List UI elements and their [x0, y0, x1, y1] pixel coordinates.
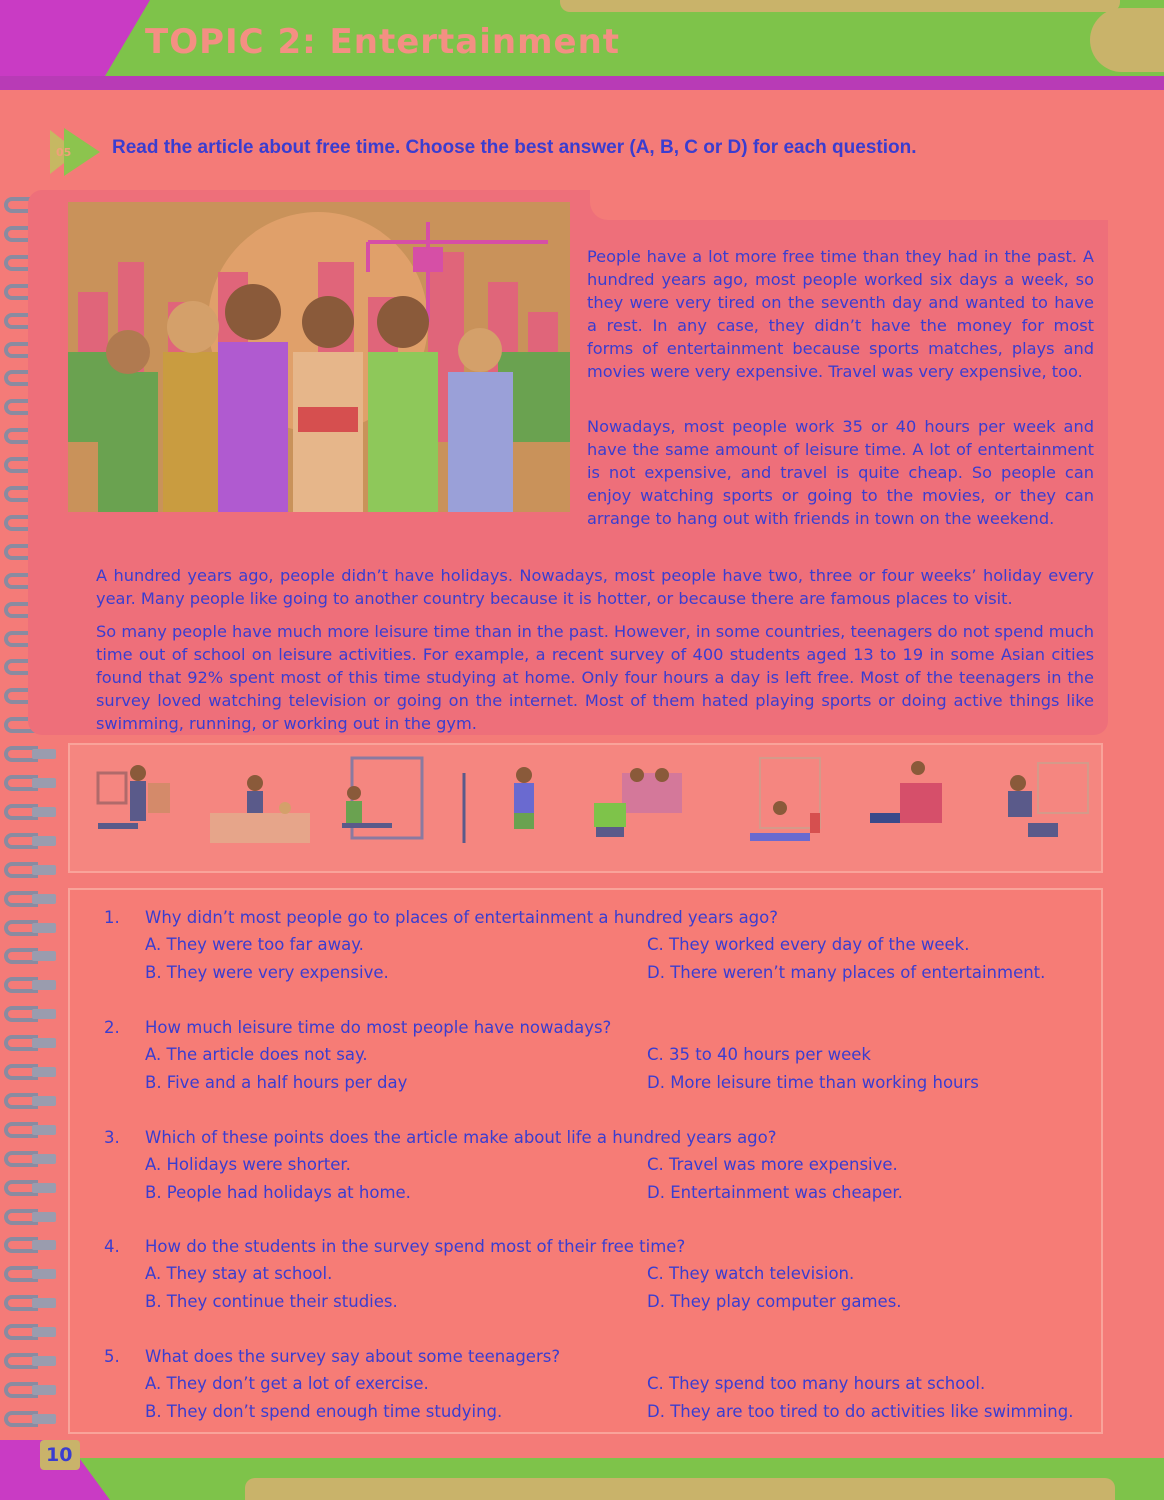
reading-activity-icon [860, 753, 970, 865]
option-a[interactable]: A. The article does not say. [145, 1045, 368, 1064]
header-underline [0, 76, 1164, 90]
option-a[interactable]: A. Holidays were shorter. [145, 1155, 351, 1174]
instruction-text: Read the article about free time. Choose the best answer (A, B, C or D) for each question. [112, 137, 917, 158]
studying-activity-icon [332, 753, 442, 865]
spiral-ring [4, 1062, 56, 1082]
spiral-ring [4, 860, 56, 880]
option-b[interactable]: B. They don’t spend enough time studying. [145, 1402, 503, 1421]
spiral-ring [4, 831, 56, 851]
spiral-ring [4, 1004, 56, 1024]
option-d[interactable]: D. They are too tired to do activities like swimming. [647, 1402, 1074, 1421]
option-b[interactable]: B. People had holidays at home. [145, 1183, 411, 1202]
header-decor-strip [560, 0, 1120, 12]
option-d[interactable]: D. Entertainment was cheaper. [647, 1183, 903, 1202]
exercise-badge-icon [50, 124, 112, 180]
article-paragraph-4: So many people have much more leisure time than in the past. However, in some countries, teenagers do not spend much time out of school on leisure activities. For example, a recent survey of 400 students aged 13 to 19 in some Asian cities found that 92% spent most of this time studying at home. Only four hours a day is left free. Most of the teenagers in the survey loved watching television or going on the internet. Most of them hated playing sports or doing active things like swimming, running, or working out in the gym. [96, 622, 1094, 733]
exercise-number: 05 [56, 146, 72, 159]
option-a[interactable]: A. They were too far away. [145, 935, 364, 954]
question-number: 2. [104, 1018, 120, 1037]
spiral-ring [4, 1178, 56, 1198]
spiral-ring [4, 773, 56, 793]
question-number: 3. [104, 1128, 120, 1147]
spiral-ring [4, 1091, 56, 1111]
question-number: 1. [104, 908, 120, 927]
question-stem: How much leisure time do most people have nowadays? [145, 1018, 612, 1037]
spiral-ring [4, 744, 56, 764]
option-b[interactable]: B. They continue their studies. [145, 1292, 398, 1311]
spiral-ring [4, 802, 56, 822]
article-paragraph-3: A hundred years ago, people didn’t have holidays. Nowadays, most people have two, three or four weeks’ holiday every year. Many people like going to another country because it is hotter, or because there are famous places to visit. [96, 566, 1094, 608]
question-stem: How do the students in the survey spend most of their free time? [145, 1237, 686, 1256]
spiral-ring [4, 1380, 56, 1400]
cooking-activity-icon [210, 753, 320, 865]
spiral-ring [4, 946, 56, 966]
painting-activity-icon [88, 753, 198, 865]
spiral-ring [4, 1293, 56, 1313]
option-d[interactable]: D. There weren’t many places of entertainment. [647, 963, 1046, 982]
spiral-ring [4, 975, 56, 995]
question-stem: Why didn’t most people go to places of entertainment a hundred years ago? [145, 908, 779, 927]
guitar-activity-icon [988, 753, 1098, 865]
spiral-ring [4, 1409, 56, 1429]
header-tab [1090, 8, 1164, 72]
spiral-ring [4, 1207, 56, 1227]
option-b[interactable]: B. Five and a half hours per day [145, 1073, 408, 1092]
page-title: TOPIC 2: Entertainment [145, 22, 621, 62]
question-number: 4. [104, 1237, 120, 1256]
option-c[interactable]: C. Travel was more expensive. [647, 1155, 898, 1174]
option-d[interactable]: D. More leisure time than working hours [647, 1073, 979, 1092]
article-paragraph-1: People have a lot more free time than they had in the past. A hundred years ago, most people worked six days a week, so they were very tired on the seventh day and wanted to have a rest. In any case, they didn’t have the money for most forms of entertainment because sports matches, plays and movies were very expensive. Travel was very expensive, too. [587, 247, 1094, 381]
option-b[interactable]: B. They were very expensive. [145, 963, 389, 982]
activities-illustration-strip [68, 743, 1103, 873]
spiral-ring [4, 889, 56, 909]
spiral-ring [4, 1235, 56, 1255]
spiral-ring [4, 1120, 56, 1140]
spiral-ring [4, 1264, 56, 1284]
gaming-activity-icon [582, 753, 692, 865]
option-c[interactable]: C. They spend too many hours at school. [647, 1374, 986, 1393]
question-stem: Which of these points does the article make about life a hundred years ago? [145, 1128, 777, 1147]
option-c[interactable]: C. They worked every day of the week. [647, 935, 970, 954]
spiral-ring [4, 1351, 56, 1371]
workers-illustration [68, 202, 570, 512]
footer-decor-strip [245, 1478, 1115, 1500]
article-paragraph-2: Nowadays, most people work 35 or 40 hours per week and have the same amount of leisure time. A lot of entertainment is not expensive, and travel is quite cheap. So people can enjoy watching sports or going to the movies, or they can arrange to hang out with friends in town on the weekend. [587, 417, 1094, 528]
option-c[interactable]: C. They watch television. [647, 1264, 855, 1283]
spiral-ring [4, 1033, 56, 1053]
spiral-ring [4, 1322, 56, 1342]
option-c[interactable]: C. 35 to 40 hours per week [647, 1045, 871, 1064]
option-d[interactable]: D. They play computer games. [647, 1292, 902, 1311]
question-number: 5. [104, 1347, 120, 1366]
yoga-activity-icon [730, 753, 840, 865]
dancing-activity-icon [454, 753, 564, 865]
page-number: 10 [46, 1444, 73, 1466]
question-stem: What does the survey say about some teenagers? [145, 1347, 561, 1366]
option-a[interactable]: A. They stay at school. [145, 1264, 333, 1283]
spiral-ring [4, 1149, 56, 1169]
option-a[interactable]: A. They don’t get a lot of exercise. [145, 1374, 429, 1393]
spiral-ring [4, 918, 56, 938]
article-panel-tab [590, 190, 1108, 220]
page-header [0, 0, 1164, 95]
